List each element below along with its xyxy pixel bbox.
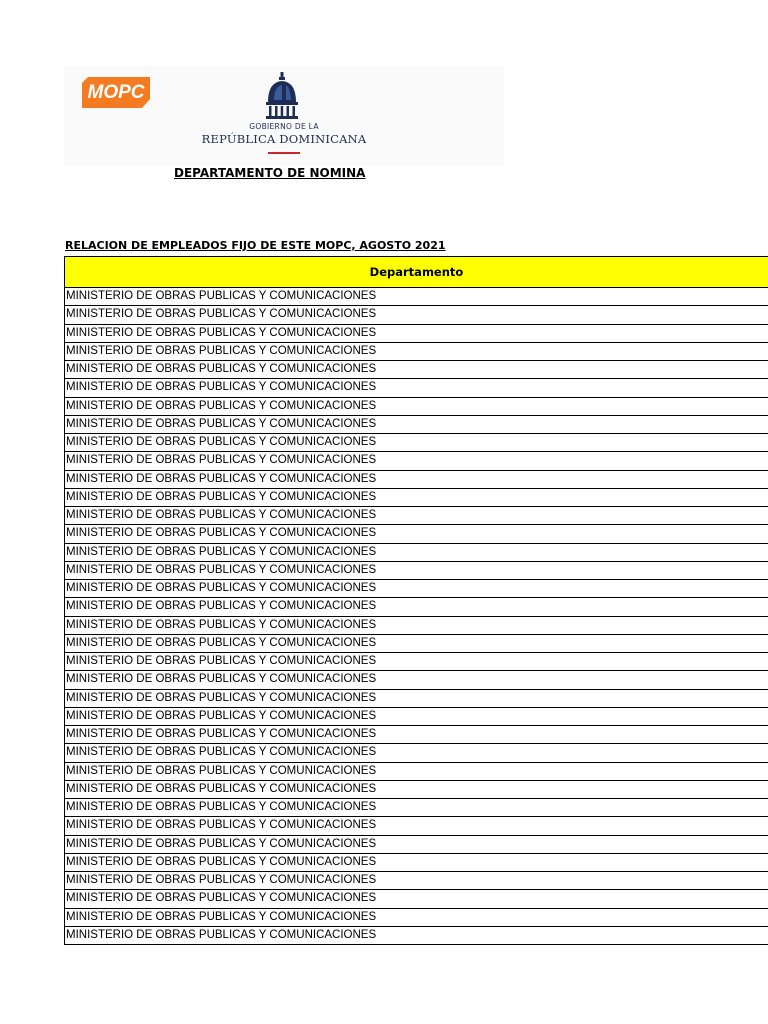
table-row (65, 726, 768, 744)
department-cell[interactable]: MINISTERIO DE OBRAS PUBLICAS Y COMUNICACIONES (65, 488, 768, 506)
department-cell[interactable]: MINISTERIO DE OBRAS PUBLICAS Y COMUNICACIONES (65, 434, 768, 452)
table-row (65, 908, 768, 926)
department-cell[interactable]: MINISTERIO DE OBRAS PUBLICAS Y COMUNICACIONES (65, 689, 768, 707)
department-cell[interactable]: MINISTERIO DE OBRAS PUBLICAS Y COMUNICACIONES (65, 835, 768, 853)
department-cell[interactable]: MINISTERIO DE OBRAS PUBLICAS Y COMUNICACIONES (65, 561, 768, 579)
table-row (65, 762, 768, 780)
department-cell[interactable]: MINISTERIO DE OBRAS PUBLICAS Y COMUNICACIONES (65, 780, 768, 798)
mopc-logo (82, 75, 150, 108)
department-cell[interactable]: MINISTERIO DE OBRAS PUBLICAS Y COMUNICACIONES (65, 470, 768, 488)
department-cell[interactable]: MINISTERIO DE OBRAS PUBLICAS Y COMUNICACIONES (65, 580, 768, 598)
department-cell[interactable]: MINISTERIO DE OBRAS PUBLICAS Y COMUNICACIONES (65, 361, 768, 379)
mopc-logo-text: MOPC (87, 82, 145, 103)
department-cell[interactable]: MINISTERIO DE OBRAS PUBLICAS Y COMUNICACIONES (65, 507, 768, 525)
department-cell[interactable]: MINISTERIO DE OBRAS PUBLICAS Y COMUNICACIONES (65, 926, 768, 944)
department-cell[interactable]: MINISTERIO DE OBRAS PUBLICAS Y COMUNICACIONES (65, 744, 768, 762)
department-cell[interactable]: MINISTERIO DE OBRAS PUBLICAS Y COMUNICACIONES (65, 288, 768, 306)
table-row (65, 817, 768, 835)
department-cell[interactable]: MINISTERIO DE OBRAS PUBLICAS Y COMUNICACIONES (65, 342, 768, 360)
table-row (65, 342, 768, 360)
table-row (65, 324, 768, 342)
table-row (65, 780, 768, 798)
table-row (65, 580, 768, 598)
department-cell[interactable]: MINISTERIO DE OBRAS PUBLICAS Y COMUNICACIONES (65, 671, 768, 689)
department-cell[interactable]: MINISTERIO DE OBRAS PUBLICAS Y COMUNICACIONES (65, 525, 768, 543)
table-row (65, 379, 768, 397)
department-cell[interactable]: MINISTERIO DE OBRAS PUBLICAS Y COMUNICACIONES (65, 853, 768, 871)
gov-logo-line1: GOBIERNO DE LA (249, 122, 319, 131)
table-row (65, 306, 768, 324)
department-cell[interactable]: MINISTERIO DE OBRAS PUBLICAS Y COMUNICACIONES (65, 653, 768, 671)
department-cell[interactable]: MINISTERIO DE OBRAS PUBLICAS Y COMUNICACIONES (65, 598, 768, 616)
table-row (65, 653, 768, 671)
table-row (65, 507, 768, 525)
department-title: DEPARTAMENTO DE NOMINA (174, 166, 366, 180)
table-row (65, 890, 768, 908)
table-row (65, 689, 768, 707)
table-row (65, 415, 768, 433)
table-row (65, 744, 768, 762)
table-row (65, 671, 768, 689)
gov-logo-red-line (268, 152, 300, 154)
department-cell[interactable]: MINISTERIO DE OBRAS PUBLICAS Y COMUNICACIONES (65, 762, 768, 780)
department-cell[interactable]: MINISTERIO DE OBRAS PUBLICAS Y COMUNICACIONES (65, 452, 768, 470)
department-cell[interactable]: MINISTERIO DE OBRAS PUBLICAS Y COMUNICACIONES (65, 707, 768, 725)
table-row (65, 872, 768, 890)
table-row (65, 616, 768, 634)
department-cell[interactable]: MINISTERIO DE OBRAS PUBLICAS Y COMUNICACIONES (65, 817, 768, 835)
department-cell[interactable]: MINISTERIO DE OBRAS PUBLICAS Y COMUNICACIONES (65, 634, 768, 652)
department-cell[interactable]: MINISTERIO DE OBRAS PUBLICAS Y COMUNICACIONES (65, 306, 768, 324)
department-cell[interactable]: MINISTERIO DE OBRAS PUBLICAS Y COMUNICACIONES (65, 397, 768, 415)
gov-logo-line2: REPÚBLICA DOMINICANA (201, 132, 367, 146)
department-cell[interactable]: MINISTERIO DE OBRAS PUBLICAS Y COMUNICACIONES (65, 872, 768, 890)
dome-seal-icon (264, 72, 300, 120)
department-cell[interactable]: MINISTERIO DE OBRAS PUBLICAS Y COMUNICACIONES (65, 726, 768, 744)
table-row (65, 361, 768, 379)
department-cell[interactable]: MINISTERIO DE OBRAS PUBLICAS Y COMUNICACIONES (65, 908, 768, 926)
table-body (65, 288, 768, 945)
table-row (65, 434, 768, 452)
table-row (65, 452, 768, 470)
table-row (65, 835, 768, 853)
table-row (65, 598, 768, 616)
department-cell[interactable]: MINISTERIO DE OBRAS PUBLICAS Y COMUNICACIONES (65, 324, 768, 342)
report-title: RELACION DE EMPLEADOS FIJO DE ESTE MOPC, AGOSTO 2021 (65, 239, 446, 252)
department-cell[interactable]: MINISTERIO DE OBRAS PUBLICAS Y COMUNICACIONES (65, 543, 768, 561)
table-row (65, 525, 768, 543)
table-row (65, 707, 768, 725)
employees-table (64, 256, 768, 945)
department-cell[interactable]: MINISTERIO DE OBRAS PUBLICAS Y COMUNICACIONES (65, 799, 768, 817)
government-logo (200, 72, 368, 160)
department-cell[interactable]: MINISTERIO DE OBRAS PUBLICAS Y COMUNICACIONES (65, 890, 768, 908)
department-cell[interactable]: MINISTERIO DE OBRAS PUBLICAS Y COMUNICACIONES (65, 616, 768, 634)
department-cell[interactable]: MINISTERIO DE OBRAS PUBLICAS Y COMUNICACIONES (65, 415, 768, 433)
column-header-departamento[interactable]: Departamento (65, 257, 768, 288)
table-row (65, 799, 768, 817)
table-row (65, 470, 768, 488)
table-row (65, 543, 768, 561)
table-header-row (65, 257, 768, 288)
department-cell[interactable]: MINISTERIO DE OBRAS PUBLICAS Y COMUNICACIONES (65, 379, 768, 397)
table-row (65, 397, 768, 415)
table-row (65, 288, 768, 306)
table-row (65, 853, 768, 871)
table-row (65, 488, 768, 506)
table-row (65, 634, 768, 652)
table-row (65, 926, 768, 944)
table-row (65, 561, 768, 579)
